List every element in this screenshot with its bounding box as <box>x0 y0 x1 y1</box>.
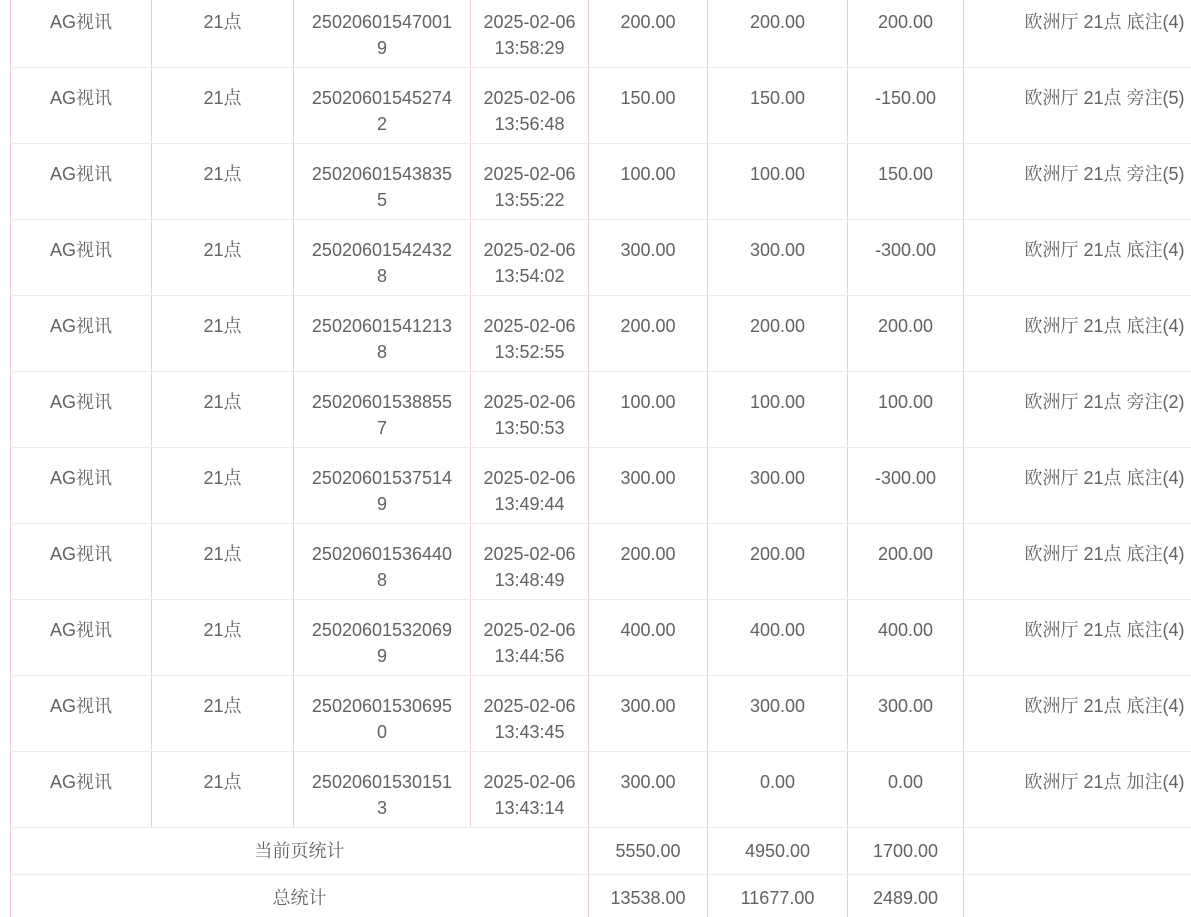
cell-note: 欧洲厅 21点 底注(4) <box>964 676 1191 752</box>
cell-note: 欧洲厅 21点 旁注(2) <box>964 372 1191 448</box>
bet-record-row <box>11 220 1191 296</box>
order-no-text: 250206015424328 <box>311 240 453 286</box>
bet-record-row <box>11 68 1191 144</box>
cell-note: 欧洲厅 21点 底注(4) <box>964 296 1191 372</box>
order-no-text: 250206015412138 <box>311 316 453 362</box>
page-summary-win-loss-total: 1700.00 <box>848 828 964 875</box>
cell-order-no <box>294 752 471 828</box>
cell-win-loss: 200.00 <box>848 524 964 600</box>
cell-platform: AG视讯 <box>11 448 152 524</box>
cell-time <box>471 448 589 524</box>
cell-bet-amount: 300.00 <box>589 448 708 524</box>
bet-records-table-container <box>10 0 1191 917</box>
cell-order-no <box>294 296 471 372</box>
cell-note: 欧洲厅 21点 加注(4) <box>964 752 1191 828</box>
time-text: 2025-02-06 13:43:45 <box>483 696 576 742</box>
cell-platform: AG视讯 <box>11 0 152 68</box>
cell-game: 21点 <box>152 220 294 296</box>
cell-order-no <box>294 448 471 524</box>
grand-summary-note-empty <box>964 875 1191 917</box>
cell-bet-amount: 100.00 <box>589 144 708 220</box>
order-no-text: 250206015364408 <box>311 544 453 590</box>
bet-record-row <box>11 144 1191 220</box>
cell-valid-amount: 0.00 <box>708 752 848 828</box>
grand-summary-valid-total: 11677.00 <box>708 875 848 917</box>
cell-game: 21点 <box>152 372 294 448</box>
cell-platform: AG视讯 <box>11 676 152 752</box>
cell-bet-amount: 200.00 <box>589 0 708 68</box>
time-text: 2025-02-06 13:58:29 <box>483 12 576 58</box>
bet-record-row <box>11 296 1191 372</box>
cell-valid-amount: 150.00 <box>708 68 848 144</box>
cell-platform: AG视讯 <box>11 144 152 220</box>
bet-record-row <box>11 600 1191 676</box>
order-no-text: 250206015301513 <box>311 772 453 818</box>
cell-valid-amount: 100.00 <box>708 372 848 448</box>
order-no-text: 250206015375149 <box>311 468 453 514</box>
cell-valid-amount: 200.00 <box>708 296 848 372</box>
cell-win-loss: -300.00 <box>848 448 964 524</box>
cell-order-no <box>294 676 471 752</box>
time-text: 2025-02-06 13:50:53 <box>483 392 576 438</box>
cell-bet-amount: 100.00 <box>589 372 708 448</box>
page-summary-valid-total: 4950.00 <box>708 828 848 875</box>
cell-order-no <box>294 372 471 448</box>
cell-bet-amount: 200.00 <box>589 524 708 600</box>
cell-game: 21点 <box>152 676 294 752</box>
cell-time <box>471 220 589 296</box>
cell-time <box>471 752 589 828</box>
order-no-text: 250206015438355 <box>311 164 453 210</box>
bet-records-table <box>10 0 1191 917</box>
cell-time <box>471 296 589 372</box>
time-text: 2025-02-06 13:44:56 <box>483 620 576 666</box>
cell-win-loss: -300.00 <box>848 220 964 296</box>
cell-valid-amount: 400.00 <box>708 600 848 676</box>
order-no-text: 250206015320699 <box>311 620 453 666</box>
cell-time <box>471 68 589 144</box>
cell-platform: AG视讯 <box>11 752 152 828</box>
bet-record-row <box>11 448 1191 524</box>
time-text: 2025-02-06 13:43:14 <box>483 772 576 818</box>
cell-valid-amount: 300.00 <box>708 220 848 296</box>
order-no-text: 250206015388557 <box>311 392 453 438</box>
cell-note: 欧洲厅 21点 底注(4) <box>964 448 1191 524</box>
cell-note: 欧洲厅 21点 底注(4) <box>964 220 1191 296</box>
cell-valid-amount: 300.00 <box>708 676 848 752</box>
order-no-text: 250206015452742 <box>311 88 453 134</box>
cell-game: 21点 <box>152 296 294 372</box>
grand-summary-label: 总统计 <box>11 875 589 917</box>
order-no-text: 250206015306950 <box>311 696 453 742</box>
cell-time <box>471 676 589 752</box>
cell-order-no <box>294 68 471 144</box>
cell-note: 欧洲厅 21点 旁注(5) <box>964 144 1191 220</box>
cell-note: 欧洲厅 21点 旁注(5) <box>964 68 1191 144</box>
cell-bet-amount: 300.00 <box>589 220 708 296</box>
bet-record-row <box>11 372 1191 448</box>
cell-order-no <box>294 600 471 676</box>
cell-game: 21点 <box>152 0 294 68</box>
cell-platform: AG视讯 <box>11 524 152 600</box>
cell-bet-amount: 400.00 <box>589 600 708 676</box>
cell-time <box>471 144 589 220</box>
cell-time <box>471 372 589 448</box>
cell-platform: AG视讯 <box>11 372 152 448</box>
page-summary-label: 当前页统计 <box>11 828 589 875</box>
cell-valid-amount: 300.00 <box>708 448 848 524</box>
time-text: 2025-02-06 13:56:48 <box>483 88 576 134</box>
order-no-text: 250206015470019 <box>311 12 453 58</box>
cell-valid-amount: 200.00 <box>708 524 848 600</box>
cell-game: 21点 <box>152 68 294 144</box>
cell-win-loss: 400.00 <box>848 600 964 676</box>
cell-time <box>471 600 589 676</box>
cell-win-loss: 150.00 <box>848 144 964 220</box>
cell-platform: AG视讯 <box>11 296 152 372</box>
grand-summary-win-loss-total: 2489.00 <box>848 875 964 917</box>
cell-win-loss: 100.00 <box>848 372 964 448</box>
cell-game: 21点 <box>152 144 294 220</box>
bet-record-row <box>11 524 1191 600</box>
cell-time <box>471 0 589 68</box>
cell-win-loss: 200.00 <box>848 0 964 68</box>
page-summary-bet-total: 5550.00 <box>589 828 708 875</box>
cell-time <box>471 524 589 600</box>
cell-game: 21点 <box>152 752 294 828</box>
cell-bet-amount: 200.00 <box>589 296 708 372</box>
cell-order-no <box>294 144 471 220</box>
time-text: 2025-02-06 13:52:55 <box>483 316 576 362</box>
cell-note: 欧洲厅 21点 底注(4) <box>964 600 1191 676</box>
cell-win-loss: 200.00 <box>848 296 964 372</box>
cell-game: 21点 <box>152 600 294 676</box>
cell-bet-amount: 300.00 <box>589 752 708 828</box>
time-text: 2025-02-06 13:54:02 <box>483 240 576 286</box>
cell-win-loss: 0.00 <box>848 752 964 828</box>
cell-win-loss: -150.00 <box>848 68 964 144</box>
cell-win-loss: 300.00 <box>848 676 964 752</box>
cell-note: 欧洲厅 21点 底注(4) <box>964 0 1191 68</box>
cell-order-no <box>294 220 471 296</box>
cell-game: 21点 <box>152 448 294 524</box>
cell-platform: AG视讯 <box>11 68 152 144</box>
grand-summary-row <box>11 875 1191 917</box>
page-summary-note-empty <box>964 828 1191 875</box>
cell-platform: AG视讯 <box>11 600 152 676</box>
bet-record-row <box>11 676 1191 752</box>
cell-game: 21点 <box>152 524 294 600</box>
bet-record-row <box>11 752 1191 828</box>
cell-platform: AG视讯 <box>11 220 152 296</box>
cell-note: 欧洲厅 21点 底注(4) <box>964 524 1191 600</box>
bet-record-row <box>11 0 1191 68</box>
cell-bet-amount: 150.00 <box>589 68 708 144</box>
grand-summary-bet-total: 13538.00 <box>589 875 708 917</box>
cell-valid-amount: 200.00 <box>708 0 848 68</box>
cell-valid-amount: 100.00 <box>708 144 848 220</box>
cell-order-no <box>294 524 471 600</box>
time-text: 2025-02-06 13:55:22 <box>483 164 576 210</box>
time-text: 2025-02-06 13:48:49 <box>483 544 576 590</box>
page-summary-row <box>11 828 1191 875</box>
time-text: 2025-02-06 13:49:44 <box>483 468 576 514</box>
cell-order-no <box>294 0 471 68</box>
cell-bet-amount: 300.00 <box>589 676 708 752</box>
